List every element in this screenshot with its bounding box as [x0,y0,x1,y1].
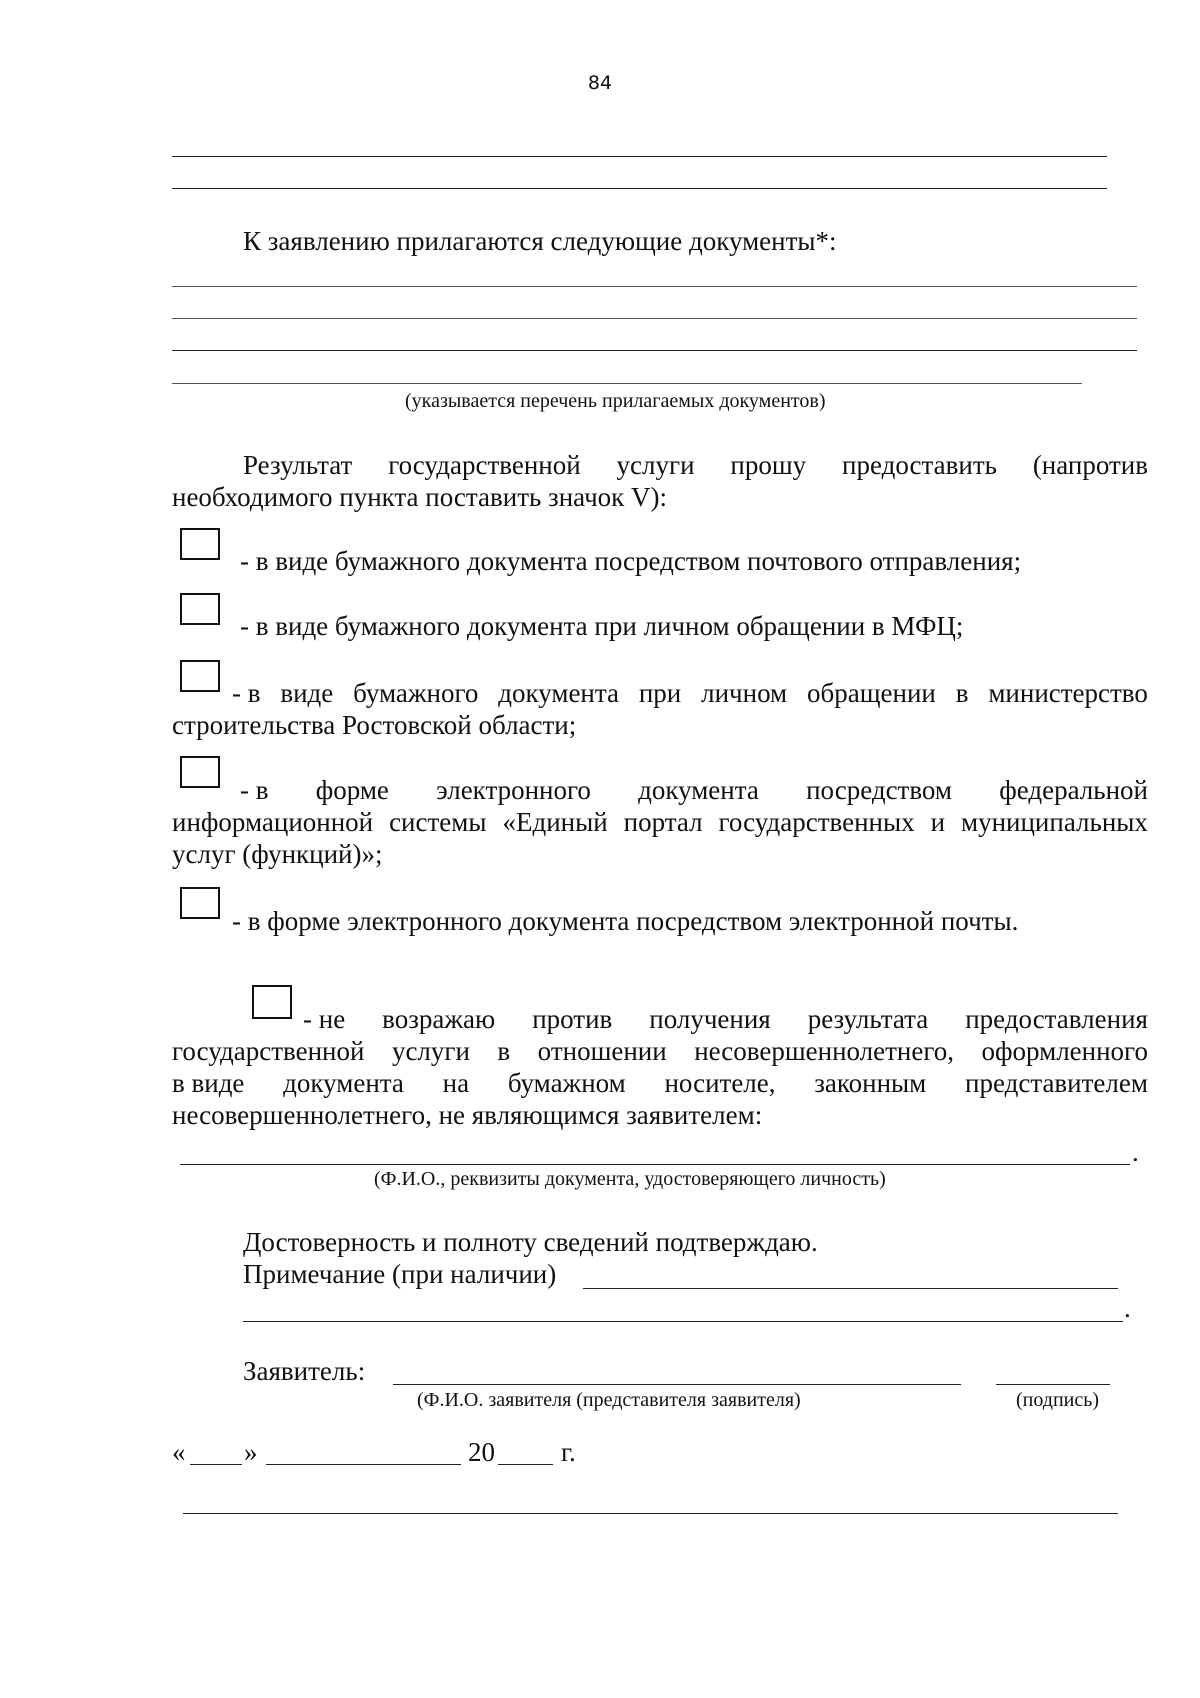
option-mfc-label: - в виде бумажного документа при личном обращении в МФЦ; [240,611,964,641]
note-field[interactable] [583,1288,1118,1289]
option-postal-checkbox[interactable] [180,528,220,560]
attachment-line[interactable] [172,318,1137,319]
representative-field[interactable] [180,1164,1130,1165]
attachment-line[interactable] [172,286,1137,287]
option-email-checkbox[interactable] [180,887,220,919]
date-day-field[interactable] [190,1464,242,1465]
applicant-label: Заявитель: [243,1356,366,1386]
consent-checkbox[interactable] [252,985,292,1019]
result-intro-line1: Результат государственной услуги прошу предоставить (напротив [243,450,1148,480]
attachments-heading: К заявлению прилагаются следующие документы*: [243,226,837,256]
date-year-field[interactable] [498,1464,553,1465]
consent-line3: в виде документа на бумажном носителе, законным представителем [172,1068,1148,1098]
date-open-quote: « [172,1437,186,1467]
date-year-suffix: г. [561,1437,576,1467]
applicant-sign-field[interactable] [996,1384,1110,1385]
option-portal-label-line1: - в форме электронного документа посредством федеральной [240,775,1148,805]
option-mfc-checkbox[interactable] [180,593,220,625]
bottom-divider [183,1513,1118,1514]
attachments-caption: (указывается перечень прилагаемых документов) [405,390,826,412]
representative-field-end: . [1132,1137,1139,1167]
attachment-line[interactable] [172,350,1137,351]
note-label: Примечание (при наличии) [243,1259,557,1289]
confirm-line: Достоверность и полноту сведений подтверждаю. [243,1227,818,1257]
date-month-field[interactable] [266,1464,461,1465]
option-ministry-checkbox[interactable] [180,660,220,692]
option-email-label: - в форме электронного документа посредством электронной почты. [232,906,1019,936]
consent-line1: - не возражаю против получения результата предоставления [303,1004,1148,1034]
note-field-line2[interactable] [243,1321,1123,1322]
blank-line[interactable] [172,156,1107,157]
blank-line[interactable] [172,188,1107,189]
applicant-name-field[interactable] [393,1384,961,1385]
consent-line2: государственной услуги в отношении несовершеннолетнего, оформленного [172,1036,1148,1066]
option-ministry-label-line2: строительства Ростовской области; [172,710,577,740]
consent-line4: несовершеннолетнего, не являющимся заявителем: [172,1100,763,1130]
applicant-name-caption: (Ф.И.О. заявителя (представителя заявителя) [417,1389,801,1411]
attachment-line[interactable] [172,383,1082,384]
page-number: 84 [587,72,613,94]
option-ministry-label-line1: - в виде бумажного документа при личном обращении в министерство [232,678,1148,708]
applicant-sign-caption: (подпись) [1016,1389,1100,1411]
option-portal-label-line2: информационной системы «Единый портал государственных и муниципальных [172,807,1148,837]
note-field-end: . [1124,1293,1131,1323]
option-portal-checkbox[interactable] [180,756,220,788]
option-portal-label-line3: услуг (функций)»; [172,839,383,869]
date-close-quote: » [244,1437,258,1467]
representative-caption: (Ф.И.О., реквизиты документа, удостоверяющего личность) [374,1168,886,1190]
date-century: 20 [468,1437,495,1467]
result-intro-line2: необходимого пункта поставить значок V): [172,482,668,512]
option-postal-label: - в виде бумажного документа посредством почтового отправления; [240,546,1022,576]
